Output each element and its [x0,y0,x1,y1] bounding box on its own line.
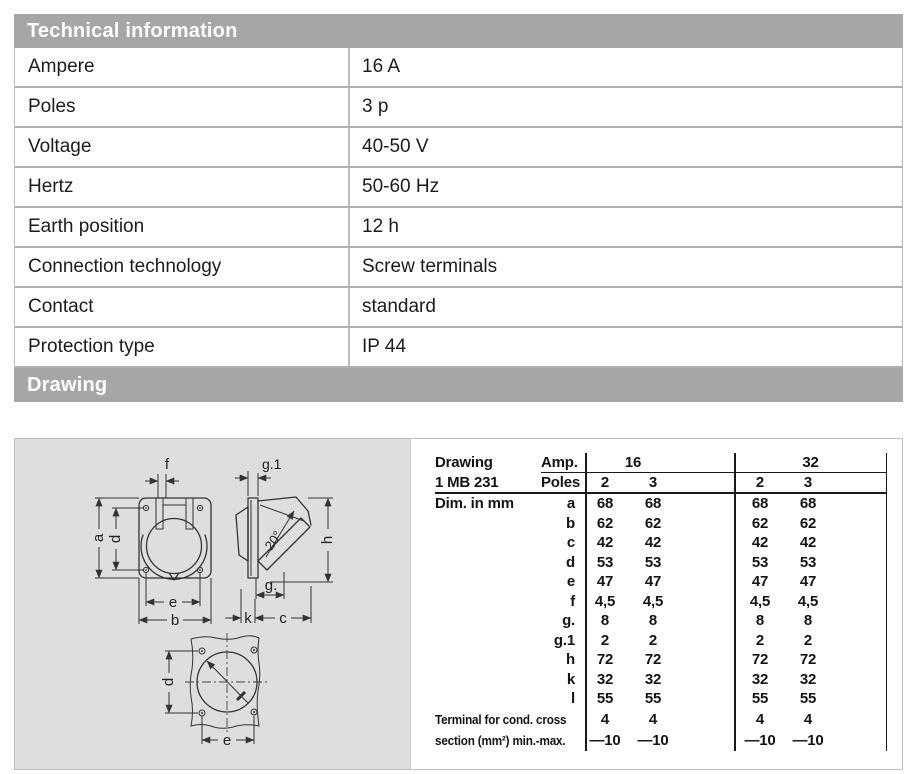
table-row [15,248,902,288]
tech-label: Connection technology [28,256,222,277]
tech-value: 12 h [348,208,902,246]
dim-row: b 62 62 62 62 [566,514,817,532]
drawing-number: 1 MB 231 [435,473,541,494]
table-rule-vertical [886,453,888,751]
dim-row: g.1 2 2 2 2 [553,631,813,649]
dim-label-c: c [279,610,287,627]
page-content [14,14,903,770]
terminal-row-min: Terminal for cond. cross 4 4 4 4 [435,710,813,728]
tech-value: standard [348,288,902,326]
dim-label-d: d [107,534,124,544]
dim-row: k 32 32 32 32 [566,670,817,688]
table-row [15,88,902,128]
table-row [15,48,902,88]
table-row [15,328,902,368]
table-rule-vertical [734,453,736,751]
dim-row: l 55 55 55 55 [571,690,817,707]
tech-label: Hertz [28,176,74,197]
pole-header: 3 [625,473,681,494]
amp-label: Amp. [541,453,585,473]
dim-table [435,453,887,751]
dim-label-d2: d [160,677,177,687]
dim-row: f 4,5 4,5 4,5 4,5 [570,592,819,610]
dim-row: c 42 42 42 42 [566,534,817,551]
tech-value: 3 p [348,88,902,126]
dim-row: e 47 47 47 47 [566,573,817,590]
table-row [15,128,902,168]
dim-row: Dim. in mm a 68 68 68 68 [435,495,817,512]
table-rule-vertical [585,453,587,751]
dim-header-row-2 [435,473,887,494]
tech-value: 40-50 V [348,128,902,166]
dim-row: d 53 53 53 53 [566,553,817,571]
side-view [225,456,336,627]
tech-value: IP 44 [348,328,902,366]
tech-value: 50-60 Hz [348,168,902,206]
dim-row: h 72 72 72 72 [566,651,817,668]
tech-label: Voltage [28,136,92,157]
drawing-header: Drawing [14,368,903,402]
table-row [15,168,902,208]
tech-label: Contact [28,296,94,317]
dim-header-row-1 [435,453,887,473]
poles-label: Poles [541,473,585,494]
dim-unit-label: Dim. in mm [435,495,514,512]
dim-label-h: h [319,535,336,545]
tech-info-table [14,48,903,368]
amp-group-32: 32 [734,453,887,473]
angle-label: 20° [261,528,286,553]
bottom-view [160,633,269,749]
drawing-canvas [15,439,411,769]
dim-label-a: a [90,533,107,543]
pole-header: 2 [734,473,786,494]
technical-drawing [15,439,409,769]
dim-label-b: b [170,612,180,629]
tech-label: Poles [28,96,76,117]
terminal-row-max: section (mm²) min.-max. —10 —10 —10 —10 [435,731,824,749]
pole-header: 3 [786,473,830,494]
front-view [90,456,211,629]
tech-label: Protection type [28,336,155,357]
dim-label-f: f [164,456,170,473]
terminal-label-line2: section (mm²) min.-max. [435,732,566,748]
pole-header: 2 [585,473,625,494]
drawing-name: Drawing [435,454,493,471]
dim-row: g. 8 8 8 8 [562,612,813,629]
tech-value: 16 A [348,48,902,86]
dim-table-area [411,439,902,769]
dim-label-k: k [244,610,252,627]
dim-label-e2: e [222,732,232,749]
dim-label-g: g. [264,577,278,594]
terminal-label-line1: Terminal for cond. cross [435,711,567,727]
tech-label: Ampere [28,56,95,77]
dim-label-g1: g.1 [262,456,282,472]
table-row [15,288,902,328]
table-row [15,208,902,248]
tech-label: Earth position [28,216,145,237]
amp-group-16: 16 [585,453,681,473]
tech-value: Screw terminals [348,248,902,286]
dim-label-e: e [168,594,178,611]
tech-info-header: Technical information [14,14,903,48]
drawing-panel [14,438,903,770]
